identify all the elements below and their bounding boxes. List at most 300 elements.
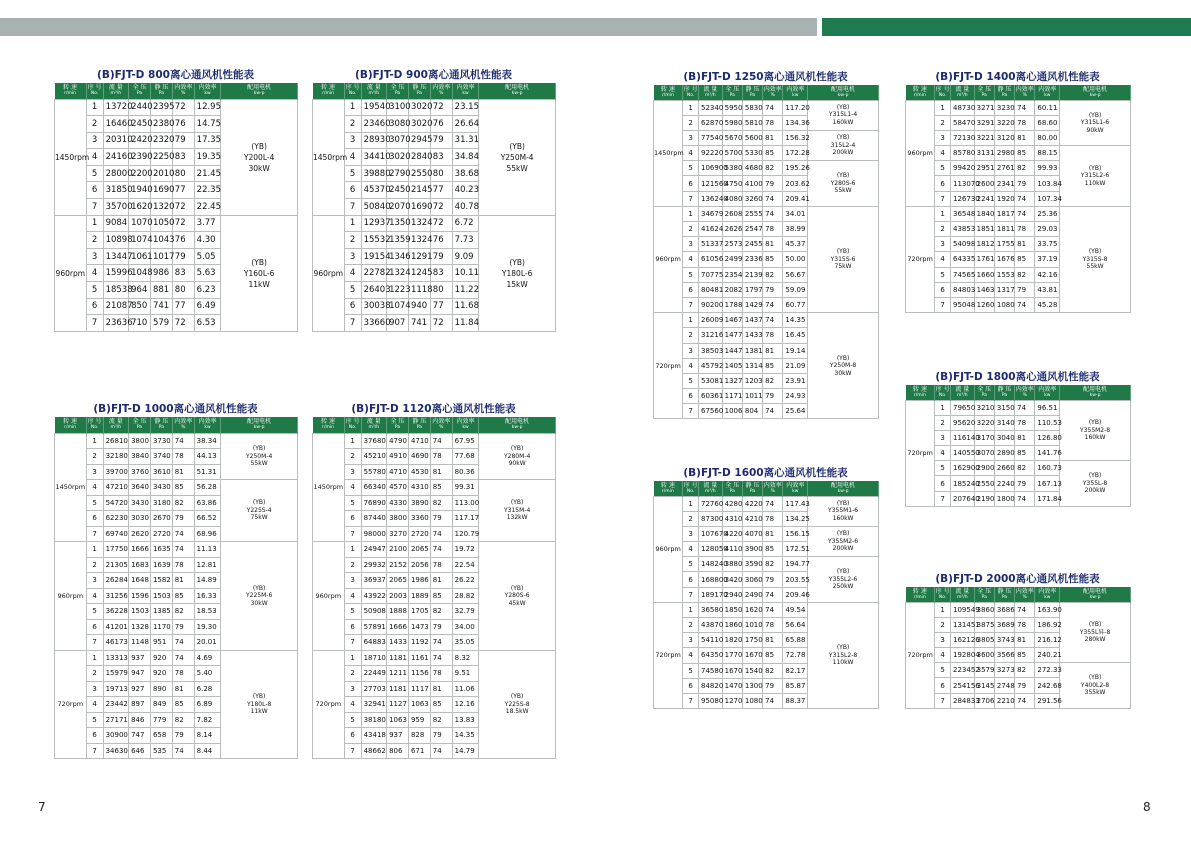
column-header: [742, 481, 762, 496]
value-cell: 16460: [103, 116, 129, 133]
column-header-cn: 内效率: [1015, 85, 1034, 93]
row-number-cell: 6: [935, 476, 951, 491]
column-header-cn: 静 压: [154, 418, 169, 426]
value-cell: 3020: [408, 116, 430, 133]
motor-cell: (YB) Y225S-8 18.5kW: [479, 650, 556, 759]
column-header: [935, 85, 951, 100]
value-cell: 31850: [103, 182, 129, 199]
performance-table-block: [312, 401, 555, 759]
value-cell: 82: [1015, 663, 1035, 678]
value-cell: 6.49: [194, 298, 221, 315]
value-cell: 3880: [722, 557, 742, 572]
row-number-cell: 3: [935, 430, 951, 445]
value-cell: 79: [430, 511, 452, 527]
value-cell: 109549: [951, 602, 975, 617]
value-cell: 50840: [361, 199, 387, 216]
value-cell: 78: [763, 618, 783, 633]
value-cell: 1797: [742, 282, 762, 297]
column-header: [430, 417, 452, 433]
value-cell: 3145: [974, 678, 994, 693]
value-cell: 78: [763, 222, 783, 237]
value-cell: 23442: [103, 697, 129, 713]
value-cell: 74: [172, 542, 194, 558]
value-cell: 79: [430, 619, 452, 635]
value-cell: 1788: [722, 297, 742, 312]
value-cell: 74: [763, 206, 783, 221]
value-cell: 3100: [387, 99, 409, 116]
value-cell: 34.01: [783, 206, 808, 221]
value-cell: 2890: [994, 446, 1014, 461]
table-title: (B)FJT-D 1120离心通风机性能表: [351, 403, 516, 415]
row-number-cell: 6: [86, 619, 103, 635]
column-header-unit: kw-p: [1089, 594, 1101, 600]
motor-cell: (YB) Y355L2-6 250kW: [808, 557, 879, 603]
column-header-cn: 内效率: [432, 84, 451, 92]
row-number-cell: 6: [86, 511, 103, 527]
value-cell: 82: [763, 557, 783, 572]
column-header-unit: kw-p: [837, 488, 849, 494]
value-cell: 12937: [361, 215, 387, 232]
column-header-unit: m³/h: [368, 425, 380, 431]
value-cell: 95048: [951, 297, 975, 312]
value-cell: 27171: [103, 712, 129, 728]
value-cell: 26.22: [452, 573, 479, 589]
motor-cell: (YB) Y355L昇-8 280kW: [1060, 602, 1131, 663]
value-cell: 3420: [722, 572, 742, 587]
value-cell: 74: [763, 297, 783, 312]
value-cell: 162900: [951, 461, 975, 476]
table-row: [906, 663, 1131, 678]
value-cell: 79: [172, 248, 194, 265]
value-cell: 99.93: [1035, 161, 1060, 176]
value-cell: 29.03: [1035, 222, 1060, 237]
row-number-cell: 7: [935, 297, 951, 312]
column-header: [951, 587, 975, 602]
column-header-cn: 全 压: [725, 481, 740, 489]
column-header-cn: 全 压: [390, 418, 405, 426]
value-cell: 74: [172, 526, 194, 542]
header-band-left: [0, 18, 817, 36]
row-number-cell: 5: [935, 267, 951, 282]
column-header: [129, 83, 151, 99]
value-cell: 1447: [722, 343, 742, 358]
column-header: [763, 85, 783, 100]
row-number-cell: 5: [344, 282, 361, 299]
column-header-unit: r/min: [64, 91, 76, 97]
value-cell: 1429: [742, 297, 762, 312]
value-cell: 19540: [361, 99, 387, 116]
value-cell: 74: [1015, 297, 1035, 312]
table-row: [55, 542, 298, 558]
value-cell: 19.14: [783, 343, 808, 358]
value-cell: 81: [763, 130, 783, 145]
value-cell: 117.20: [783, 100, 808, 115]
row-number-cell: 3: [683, 130, 699, 145]
column-header-cn: 内效率: [456, 418, 475, 426]
value-cell: 26810: [103, 433, 129, 449]
table-row: [654, 130, 879, 145]
value-cell: 2840: [408, 149, 430, 166]
value-cell: 79: [763, 389, 783, 404]
row-number-cell: 4: [935, 648, 951, 663]
value-cell: 2341: [994, 176, 1014, 191]
row-number-cell: 7: [344, 635, 361, 651]
speed-cell: 1450rpm: [55, 433, 87, 542]
value-cell: 82: [763, 373, 783, 388]
value-cell: 1620: [742, 602, 762, 617]
value-cell: 1061: [129, 248, 151, 265]
column-header-unit: m³/h: [110, 91, 122, 97]
column-header-unit: No.: [90, 425, 99, 431]
motor-cell: (YB) Y315L2-8 110kW: [808, 602, 879, 708]
value-cell: 45.28: [1035, 297, 1060, 312]
row-number-cell: 5: [683, 557, 699, 572]
value-cell: 806: [387, 743, 409, 759]
value-cell: 78: [172, 666, 194, 682]
value-cell: 4680: [742, 161, 762, 176]
value-cell: 3430: [129, 495, 151, 511]
value-cell: 74: [1015, 191, 1035, 206]
value-cell: 4080: [722, 191, 742, 206]
value-cell: 11.84: [452, 315, 479, 332]
value-cell: 1596: [129, 588, 151, 604]
value-cell: 11.68: [452, 298, 479, 315]
value-cell: 7.73: [452, 232, 479, 249]
row-number-cell: 6: [683, 389, 699, 404]
value-cell: 21.45: [194, 165, 221, 182]
value-cell: 107670: [699, 526, 723, 541]
value-cell: 72: [172, 215, 194, 232]
value-cell: 1761: [974, 252, 994, 267]
row-number-cell: 3: [683, 237, 699, 252]
column-header-unit: m³/h: [957, 92, 968, 98]
column-header-cn: 内效率: [1038, 85, 1057, 93]
value-cell: 3640: [129, 480, 151, 496]
value-cell: 1346: [387, 248, 409, 265]
value-cell: 920: [150, 650, 172, 666]
value-cell: 1327: [722, 373, 742, 388]
speed-cell: 720rpm: [906, 400, 935, 506]
speed-cell: 720rpm: [906, 602, 935, 708]
value-cell: 579: [150, 315, 172, 332]
value-cell: 54720: [103, 495, 129, 511]
column-header: [1060, 85, 1131, 100]
column-header-unit: %: [1022, 92, 1027, 98]
value-cell: 5.63: [194, 265, 221, 282]
value-cell: 11.13: [194, 542, 221, 558]
row-number-cell: 4: [86, 588, 103, 604]
column-header: [479, 83, 556, 99]
column-header: [935, 587, 951, 602]
performance-table: [312, 417, 556, 759]
value-cell: 77: [172, 182, 194, 199]
value-cell: 1683: [129, 557, 151, 573]
value-cell: 4220: [722, 526, 742, 541]
column-header-unit: r/min: [661, 92, 674, 98]
value-cell: 85: [1015, 648, 1035, 663]
table-row: [654, 161, 879, 176]
value-cell: 3131: [974, 146, 994, 161]
value-cell: 22449: [361, 666, 387, 682]
column-header-unit: kw: [792, 92, 799, 98]
value-cell: 79: [430, 132, 452, 149]
value-cell: 1317: [994, 282, 1014, 297]
table-title: (B)FJT-D 900离心通风机性能表: [355, 69, 512, 81]
value-cell: 2100: [387, 542, 409, 558]
column-header: [430, 83, 452, 99]
value-cell: 28.82: [452, 588, 479, 604]
value-cell: 5980: [722, 115, 742, 130]
column-header: [313, 417, 345, 433]
row-number-cell: 7: [86, 315, 103, 332]
table-row: [654, 206, 879, 221]
column-header-cn: 转 速: [660, 85, 675, 93]
row-number-cell: 6: [683, 282, 699, 297]
value-cell: 72: [430, 315, 452, 332]
value-cell: 82: [763, 267, 783, 282]
value-cell: 14.35: [452, 728, 479, 744]
value-cell: 41201: [103, 619, 129, 635]
value-cell: 19154: [361, 248, 387, 265]
value-cell: 2450: [129, 116, 151, 133]
value-cell: 1170: [150, 619, 172, 635]
row-number-cell: 6: [683, 678, 699, 693]
value-cell: 2900: [974, 461, 994, 476]
value-cell: 1503: [129, 604, 151, 620]
value-cell: 83: [430, 265, 452, 282]
value-cell: 2354: [722, 267, 742, 282]
value-cell: 78: [763, 328, 783, 343]
row-number-cell: 1: [86, 99, 103, 116]
column-header-unit: Pa: [416, 91, 422, 97]
value-cell: 36228: [103, 604, 129, 620]
value-cell: 223452: [951, 663, 975, 678]
row-number-cell: 3: [935, 130, 951, 145]
value-cell: 535: [150, 743, 172, 759]
table-title: (B)FJT-D 2000离心通风机性能表: [935, 573, 1100, 585]
column-header-cn: 内效率: [198, 84, 217, 92]
value-cell: 76: [172, 116, 194, 133]
column-header-unit: Pa: [1001, 594, 1008, 600]
value-cell: 134.25: [783, 511, 808, 526]
value-cell: 82: [172, 604, 194, 620]
value-cell: 2420: [129, 132, 151, 149]
column-header-unit: r/min: [913, 92, 926, 98]
value-cell: 937: [387, 728, 409, 744]
value-cell: 74580: [699, 663, 723, 678]
value-cell: 37680: [361, 433, 387, 449]
value-cell: 74: [430, 526, 452, 542]
value-cell: 34.84: [452, 149, 479, 166]
column-header-cn: 流 量: [366, 84, 381, 92]
value-cell: 18.53: [194, 604, 221, 620]
value-cell: 72: [172, 199, 194, 216]
value-cell: 22.35: [194, 182, 221, 199]
value-cell: 72: [430, 199, 452, 216]
row-number-cell: 5: [344, 165, 361, 182]
column-header-unit: %: [1022, 392, 1027, 398]
value-cell: 58470: [951, 115, 975, 130]
value-cell: 22.54: [452, 557, 479, 573]
value-cell: 1670: [742, 648, 762, 663]
column-header: [361, 417, 387, 433]
column-header: [951, 385, 975, 400]
speed-cell: 720rpm: [313, 650, 345, 759]
table-row: [313, 215, 556, 232]
value-cell: 79: [430, 248, 452, 265]
row-number-cell: 4: [344, 588, 361, 604]
table-row: [55, 215, 298, 232]
value-cell: 1192: [408, 635, 430, 651]
column-header: [86, 417, 103, 433]
column-header-cn: 静 压: [745, 481, 760, 489]
row-number-cell: 6: [344, 298, 361, 315]
column-header-cn: 流 量: [108, 84, 123, 92]
value-cell: 24160: [103, 149, 129, 166]
value-cell: 78: [430, 449, 452, 465]
column-header-cn: 转 速: [63, 84, 77, 92]
value-cell: 1676: [994, 252, 1014, 267]
value-cell: 1324: [408, 215, 430, 232]
value-cell: 3221: [974, 130, 994, 145]
value-cell: 98000: [361, 526, 387, 542]
column-header: [994, 587, 1014, 602]
row-number-cell: 1: [683, 602, 699, 617]
value-cell: 47210: [103, 480, 129, 496]
value-cell: 25.64: [783, 404, 808, 419]
column-header-unit: Pa: [158, 91, 164, 97]
value-cell: 1328: [129, 619, 151, 635]
value-cell: 78: [1015, 617, 1035, 632]
motor-cell: (YB) Y355L-8 200kW: [1060, 461, 1131, 507]
value-cell: 3686: [994, 602, 1014, 617]
value-cell: 72: [172, 99, 194, 116]
value-cell: 1755: [994, 237, 1014, 252]
value-cell: 964: [129, 282, 151, 299]
value-cell: 82: [172, 495, 194, 511]
speed-cell: 960rpm: [313, 542, 345, 651]
column-header: [1035, 587, 1060, 602]
value-cell: 2945: [408, 132, 430, 149]
column-header-unit: Pa: [136, 425, 143, 431]
column-header-cn: 转 速: [63, 418, 77, 426]
value-cell: 4750: [722, 176, 742, 191]
value-cell: 26284: [103, 573, 129, 589]
table-row: [654, 313, 879, 328]
column-header-unit: Pa: [416, 425, 422, 431]
value-cell: 43870: [699, 618, 723, 633]
speed-cell: 720rpm: [55, 650, 87, 759]
table-header-row: [313, 83, 556, 99]
column-header-cn: 内效率: [1038, 587, 1057, 595]
value-cell: 907: [387, 315, 409, 332]
value-cell: 1473: [408, 619, 430, 635]
value-cell: 804: [742, 404, 762, 419]
value-cell: 2790: [387, 165, 409, 182]
value-cell: 69740: [103, 526, 129, 542]
value-cell: 43853: [951, 222, 975, 237]
column-header-unit: r/min: [913, 392, 926, 398]
table-header-row: [906, 587, 1131, 602]
column-header: [55, 417, 87, 433]
row-number-cell: 6: [935, 678, 951, 693]
table-header-row: [55, 83, 298, 99]
value-cell: 2626: [722, 222, 742, 237]
row-number-cell: 3: [683, 633, 699, 648]
value-cell: 128050: [699, 542, 723, 557]
value-cell: 74: [1015, 100, 1035, 115]
value-cell: 74: [763, 587, 783, 602]
value-cell: 14.35: [783, 313, 808, 328]
value-cell: 242.68: [1035, 678, 1060, 693]
value-cell: 74: [763, 693, 783, 708]
row-number-cell: 7: [683, 693, 699, 708]
column-header-unit: kw-p: [1089, 92, 1101, 98]
value-cell: 890: [150, 681, 172, 697]
value-cell: 2065: [387, 573, 409, 589]
value-cell: 85: [763, 252, 783, 267]
value-cell: 9.09: [452, 248, 479, 265]
value-cell: 3840: [129, 449, 151, 465]
value-cell: 6.89: [194, 697, 221, 713]
value-cell: 1463: [974, 282, 994, 297]
value-cell: 14.79: [452, 743, 479, 759]
value-cell: 15996: [103, 265, 129, 282]
row-number-cell: 1: [935, 400, 951, 415]
value-cell: 148240: [699, 557, 723, 572]
value-cell: 80: [430, 282, 452, 299]
value-cell: 55780: [361, 464, 387, 480]
value-cell: 951: [150, 635, 172, 651]
row-number-cell: 5: [344, 604, 361, 620]
value-cell: 671: [408, 743, 430, 759]
row-number-cell: 1: [86, 433, 103, 449]
value-cell: 74: [430, 743, 452, 759]
value-cell: 2082: [722, 282, 742, 297]
value-cell: 1074: [387, 298, 409, 315]
speed-cell: 960rpm: [55, 215, 87, 331]
value-cell: 117.17: [452, 511, 479, 527]
value-cell: 1812: [974, 237, 994, 252]
value-cell: 32941: [361, 697, 387, 713]
row-number-cell: 6: [935, 176, 951, 191]
value-cell: 20.01: [194, 635, 221, 651]
column-header: [974, 587, 994, 602]
value-cell: 3579: [974, 663, 994, 678]
row-number-cell: 1: [935, 206, 951, 221]
value-cell: 32180: [103, 449, 129, 465]
column-header-cn: 序 号: [87, 84, 102, 92]
table-row: [906, 146, 1131, 161]
table-row: [906, 100, 1131, 115]
value-cell: 11.22: [452, 282, 479, 299]
value-cell: 4070: [742, 526, 762, 541]
row-number-cell: 2: [344, 449, 361, 465]
value-cell: 1161: [408, 650, 430, 666]
row-number-cell: 4: [683, 146, 699, 161]
value-cell: 50908: [361, 604, 387, 620]
column-header-unit: r/min: [64, 425, 76, 431]
value-cell: 38.68: [452, 165, 479, 182]
speed-cell: 960rpm: [654, 496, 683, 602]
row-number-cell: 6: [683, 176, 699, 191]
column-header: [361, 83, 387, 99]
value-cell: 19.35: [194, 149, 221, 166]
value-cell: 1324: [387, 265, 409, 282]
value-cell: 81: [1015, 130, 1035, 145]
speed-cell: 1450rpm: [313, 99, 345, 215]
value-cell: 5600: [742, 130, 762, 145]
